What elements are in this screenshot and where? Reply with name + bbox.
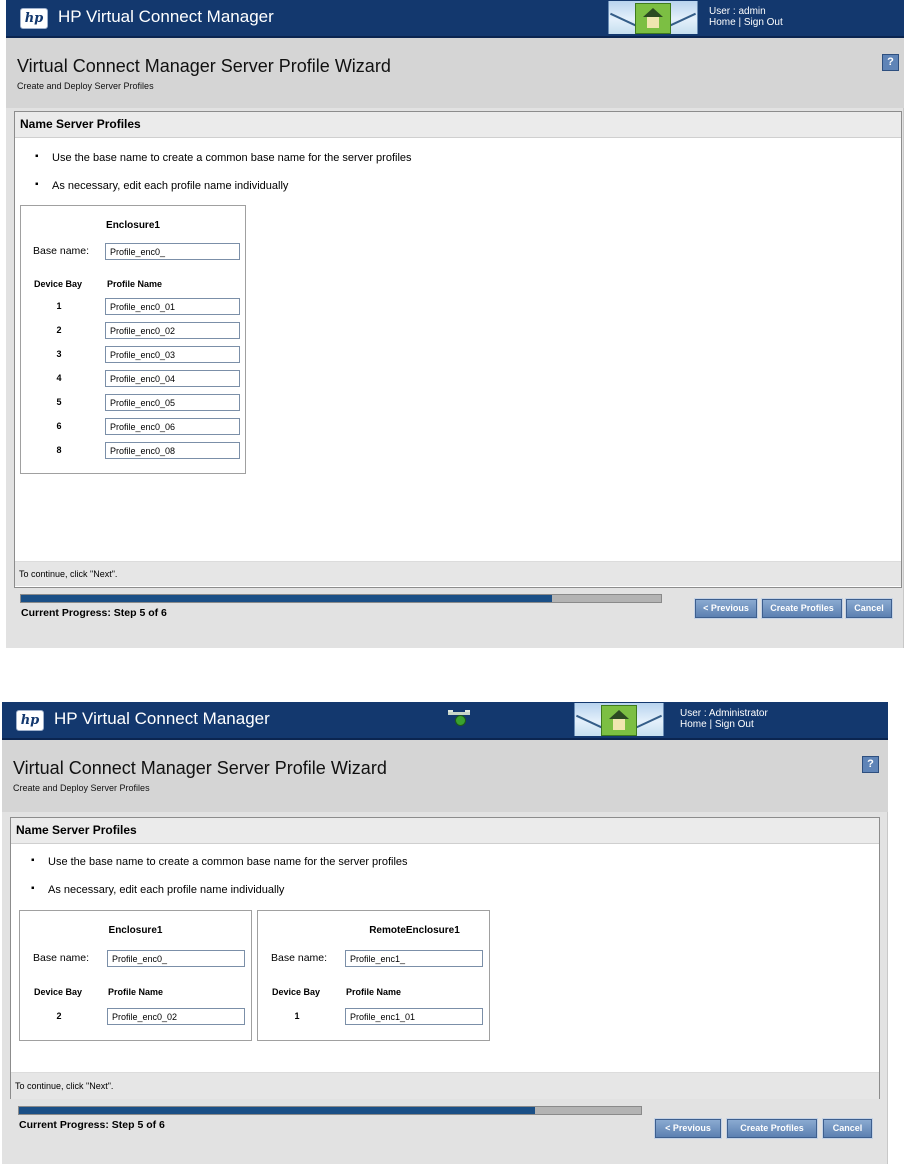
base-name-input[interactable]: Profile_enc1_ — [345, 950, 483, 967]
device-bay-number: 8 — [56, 445, 62, 455]
user-label: User : Administrator — [680, 708, 768, 719]
progress-bar-fill — [19, 1107, 535, 1114]
wizard-screen-1 — [6, 0, 904, 648]
link-separator: | — [709, 719, 713, 730]
device-bay-header: Device Bay — [34, 279, 83, 289]
enclosure-name: Enclosure1 — [106, 220, 160, 231]
device-bay-number: 1 — [294, 1011, 300, 1021]
network-status-icon[interactable] — [448, 710, 470, 726]
device-bay-number: 2 — [56, 1011, 62, 1021]
house-icon — [601, 705, 637, 736]
profile-name-input[interactable]: Profile_enc0_08 — [105, 442, 240, 459]
help-button[interactable]: ? — [882, 54, 899, 71]
enclosure-name: Enclosure1 — [108, 925, 163, 936]
profile-name-input[interactable]: Profile_enc0_03 — [105, 346, 240, 363]
profile-name-input[interactable]: Profile_enc0_02 — [107, 1008, 245, 1025]
profile-name-header: Profile Name — [346, 987, 402, 997]
user-label: User : admin — [709, 6, 766, 17]
home-link[interactable]: Home — [680, 719, 707, 730]
panel-heading: Name Server Profiles — [15, 112, 901, 138]
home-link[interactable]: Home — [709, 17, 736, 28]
wizard-title: Virtual Connect Manager Server Profile Wizard — [17, 56, 391, 76]
device-bay-number: 6 — [56, 421, 62, 431]
device-bay-number: 5 — [56, 397, 62, 407]
previous-button[interactable]: < Previous — [695, 599, 757, 618]
progress-label — [21, 607, 167, 619]
profile-name-header: Profile Name — [108, 987, 164, 997]
device-bay-number: 2 — [56, 325, 62, 335]
instruction-list — [31, 854, 408, 910]
instruction-item: ▪ As necessary, edit each profile name individually — [35, 178, 412, 206]
progress-step: Step 5 of 6 — [111, 1119, 165, 1131]
continue-hint: To continue, click "Next". — [15, 561, 901, 586]
wizard-subtitle: Create and Deploy Server Profiles — [17, 81, 154, 91]
base-name-label: Base name: — [271, 952, 328, 964]
cancel-button[interactable]: Cancel — [823, 1119, 872, 1138]
device-bay-number: 1 — [56, 301, 62, 311]
continue-hint: To continue, click "Next". — [11, 1072, 879, 1099]
enclosure-box — [257, 910, 490, 1041]
profile-name-input[interactable]: Profile_enc0_05 — [105, 394, 240, 411]
wizard-body — [6, 108, 904, 648]
base-name-input[interactable]: Profile_enc0_ — [105, 243, 240, 260]
create-profiles-button[interactable]: Create Profiles — [762, 599, 842, 618]
profile-name-input[interactable]: Profile_enc0_04 — [105, 370, 240, 387]
wizard-subtitle: Create and Deploy Server Profiles — [13, 783, 150, 793]
create-profiles-button[interactable]: Create Profiles — [727, 1119, 817, 1138]
device-bay-number: 4 — [56, 373, 62, 383]
profile-name-header: Profile Name — [107, 279, 163, 289]
house-icon — [635, 3, 671, 34]
profile-name-input[interactable]: Profile_enc0_01 — [105, 298, 240, 315]
progress-step: Step 5 of 6 — [113, 607, 167, 619]
base-name-label: Base name: — [33, 245, 90, 257]
app-title: HP Virtual Connect Manager — [58, 7, 274, 26]
enclosure-box — [19, 910, 252, 1041]
wizard-title-area — [2, 740, 888, 812]
base-name-label: Base name: — [33, 952, 90, 964]
progress-label-text: Current Progress: — [21, 607, 111, 619]
banner-house-image — [608, 1, 698, 34]
progress-bar — [20, 594, 662, 603]
sign-out-link[interactable]: Sign Out — [714, 719, 754, 730]
hp-logo[interactable]: hp — [20, 8, 48, 29]
name-profiles-panel — [10, 817, 880, 1099]
profile-name-input[interactable]: Profile_enc1_01 — [345, 1008, 483, 1025]
progress-bar-fill — [21, 595, 552, 602]
enclosure-name: RemoteEnclosure1 — [369, 925, 460, 936]
hp-logo[interactable]: hp — [16, 710, 44, 731]
app-header — [2, 702, 888, 740]
banner-house-image — [574, 703, 664, 736]
progress-label — [19, 1119, 165, 1131]
profile-name-input[interactable]: Profile_enc0_02 — [105, 322, 240, 339]
app-title: HP Virtual Connect Manager — [54, 709, 270, 728]
wizard-screen-2 — [2, 702, 888, 1164]
profile-name-input[interactable]: Profile_enc0_06 — [105, 418, 240, 435]
base-name-input[interactable]: Profile_enc0_ — [107, 950, 245, 967]
instruction-item: ▪ Use the base name to create a common base name for the server profiles — [31, 854, 408, 882]
device-bay-header: Device Bay — [34, 987, 83, 997]
wizard-body — [2, 812, 888, 1164]
panel-heading: Name Server Profiles — [11, 818, 879, 844]
enclosure-box — [20, 205, 246, 474]
instruction-item: ▪ As necessary, edit each profile name individually — [31, 882, 408, 910]
cancel-button[interactable]: Cancel — [846, 599, 892, 618]
user-info — [709, 6, 783, 28]
help-button[interactable]: ? — [862, 756, 879, 773]
wizard-title-area — [6, 38, 904, 108]
previous-button[interactable]: < Previous — [655, 1119, 721, 1138]
progress-bar — [18, 1106, 642, 1115]
progress-label-text: Current Progress: — [19, 1119, 109, 1131]
wizard-title: Virtual Connect Manager Server Profile Wizard — [13, 758, 387, 778]
device-bay-number: 3 — [56, 349, 62, 359]
sign-out-link[interactable]: Sign Out — [743, 17, 783, 28]
instruction-list — [35, 150, 412, 206]
app-header — [6, 0, 904, 38]
link-separator: | — [738, 17, 742, 28]
instruction-item: ▪ Use the base name to create a common base name for the server profiles — [35, 150, 412, 178]
user-info — [680, 708, 768, 730]
name-profiles-panel — [14, 111, 902, 588]
device-bay-header: Device Bay — [272, 987, 321, 997]
